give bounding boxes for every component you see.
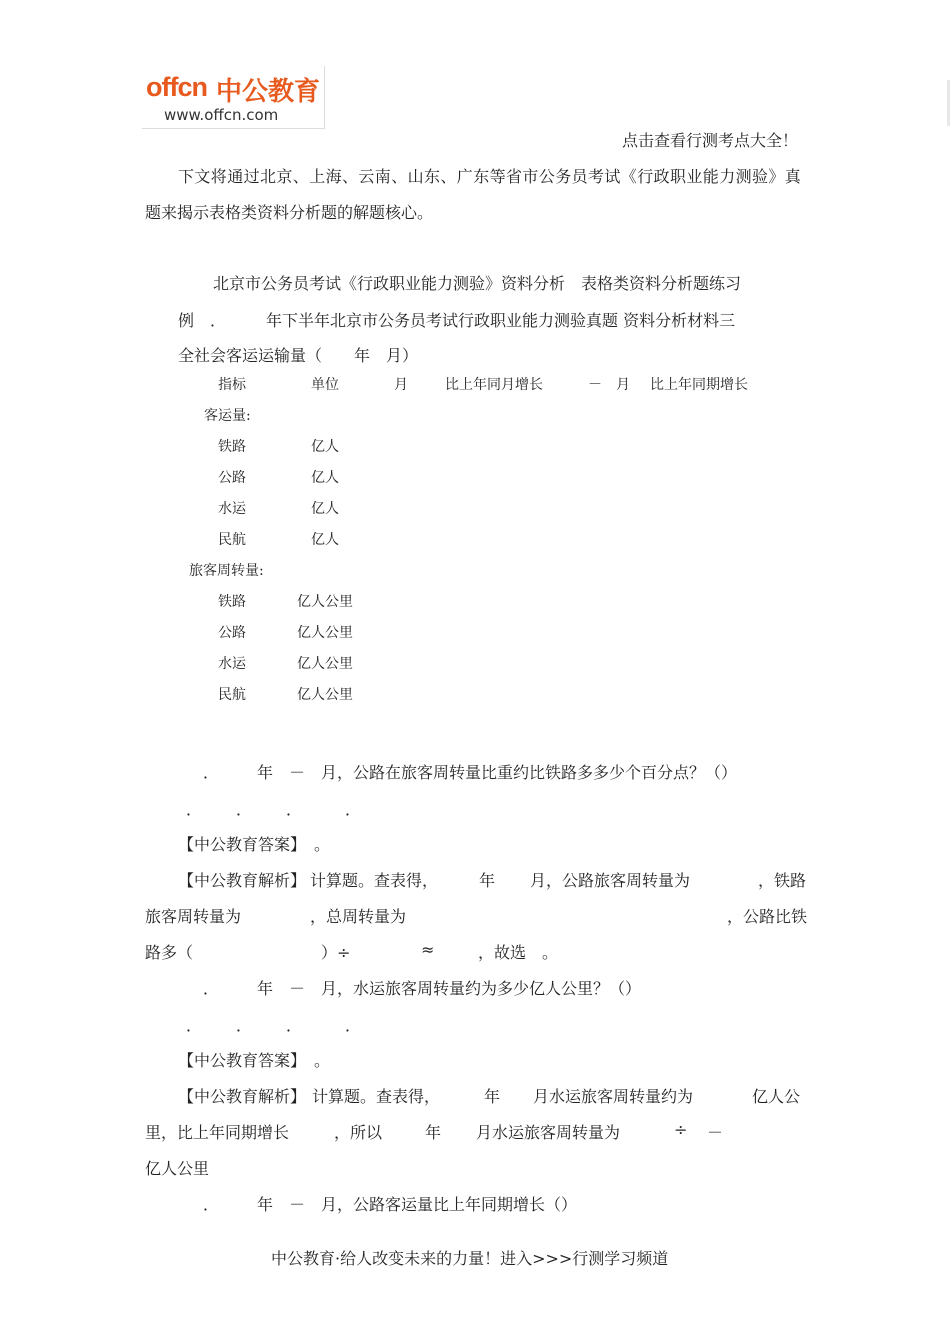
table-header-indicator: 指标: [218, 377, 246, 393]
q2-option-b[interactable]: ．: [236, 1016, 253, 1035]
table-row-unit: 亿人公里: [297, 594, 353, 610]
q2-answer: 【中公教育答案】 。: [178, 1051, 331, 1070]
offcn-logo[interactable]: [142, 66, 325, 129]
q1-analysis-label: 【中公教育解析】: [178, 871, 307, 890]
q1-analysis-line3b: ）÷: [321, 943, 351, 962]
q1-answer: 【中公教育答案】 。: [178, 835, 331, 854]
table-row-name: 公路: [218, 470, 246, 486]
logo-url: www.offcn.com: [164, 106, 279, 124]
q1-analysis-line2c: ，公路比铁: [727, 907, 808, 926]
q1-analysis-text-3: ，铁路: [758, 871, 807, 890]
q2-option-d[interactable]: ．: [345, 1016, 362, 1035]
q1-option-b[interactable]: ．: [236, 800, 253, 819]
q2-analysis-line2b: ，所以: [334, 1123, 383, 1142]
table-row-unit: 亿人: [311, 532, 339, 548]
logo-name: 中公教育: [216, 77, 321, 107]
group-passenger-turnover: 旅客周转量:: [189, 563, 264, 579]
table-row-name: 民航: [218, 532, 246, 548]
table-header-month: 月: [394, 377, 408, 393]
q1-analysis-line2b: ，总周转量为: [310, 907, 407, 926]
table-row-unit: 亿人公里: [297, 656, 353, 672]
q1-question: 年 － 月，公路在旅客周转量比重约比铁路多多少个百分点？（）: [257, 763, 738, 782]
intro-line-2: 题来揭示表格类资料分析题的解题核心。: [145, 203, 434, 222]
q2-analysis-text-2: 月水运旅客周转量约为: [533, 1087, 694, 1106]
q2-analysis-line2f: －: [707, 1123, 724, 1142]
q2-number: ．: [203, 979, 220, 998]
top-link[interactable]: 点击查看行测考点大全！: [622, 131, 799, 150]
q2-analysis-line2c: 年: [425, 1123, 442, 1142]
table-row-unit: 亿人: [311, 470, 339, 486]
table-header-month-growth: 比上年同月增长: [445, 377, 543, 393]
section-title: 北京市公务员考试《行政职业能力测验》资料分析 表格类资料分析题练习: [213, 274, 742, 293]
table-row-unit: 亿人公里: [297, 625, 353, 641]
table-row-name: 公路: [218, 625, 246, 641]
q1-number: ．: [203, 763, 220, 782]
table-row-unit: 亿人: [311, 439, 339, 455]
q2-option-c[interactable]: ．: [286, 1016, 303, 1035]
q3-number: ．: [203, 1195, 220, 1214]
table-row-name: 水运: [218, 656, 246, 672]
q1-option-d[interactable]: ．: [345, 800, 362, 819]
q2-analysis-line2d: 月水运旅客周转量为: [476, 1123, 621, 1142]
q2-question: 年 － 月，水运旅客周转量约为多少亿人公里？（）: [257, 979, 642, 998]
table-header-period-growth: 比上年同期增长: [650, 377, 748, 393]
table-row-unit: 亿人公里: [297, 687, 353, 703]
table-title: 全社会客运运输量（ 年 月）: [178, 346, 419, 365]
q1-analysis-line3c: ≈: [421, 940, 435, 959]
logo-brand: offcn: [146, 72, 207, 102]
q2-analysis-label: 【中公教育解析】: [178, 1087, 307, 1106]
table-row-name: 水运: [218, 501, 246, 517]
table-row-name: 铁路: [218, 439, 246, 455]
q1-option-a[interactable]: ．: [186, 800, 203, 819]
table-header-period: － 月: [588, 377, 630, 393]
intro-line-1: 下文将通过北京、上海、云南、山东、广东等省市公务员考试《行政职业能力测验》真: [178, 167, 802, 186]
q1-analysis-line2a: 旅客周转量为: [145, 907, 242, 926]
q1-option-c[interactable]: ．: [286, 800, 303, 819]
q1-analysis-text-2: 月，公路旅客周转量为: [530, 871, 691, 890]
q2-analysis-year: 年: [484, 1087, 501, 1106]
q3-question: 年 － 月，公路客运量比上年同期增长（）: [257, 1195, 578, 1214]
q2-analysis-text-3: 亿人公: [752, 1087, 801, 1106]
table-row-name: 民航: [218, 687, 246, 703]
q2-option-a[interactable]: ．: [186, 1016, 203, 1035]
table-header-unit: 单位: [311, 377, 339, 393]
q1-analysis-text: 计算题。查表得，: [310, 871, 439, 890]
example-line: 例 ． 年下半年北京市公务员考试行政职业能力测验真题 资料分析材料三: [178, 311, 736, 330]
q2-analysis-line3: 亿人公里: [145, 1159, 210, 1178]
table-row-name: 铁路: [218, 594, 246, 610]
q1-analysis-line3a: 路多（: [145, 943, 194, 962]
q1-analysis-line3d: ，故选 。: [478, 943, 559, 962]
group-passenger-volume: 客运量:: [204, 408, 251, 424]
footer-link[interactable]: 中公教育·给人改变未来的力量！进入>>>行测学习频道: [271, 1249, 669, 1268]
q1-analysis-year: 年: [479, 871, 496, 890]
q2-analysis-line2e: ÷: [674, 1120, 688, 1139]
q2-analysis-text: 计算题。查表得，: [312, 1087, 441, 1106]
q2-analysis-line2a: 里，比上年同期增长: [145, 1123, 290, 1142]
table-row-unit: 亿人: [311, 501, 339, 517]
